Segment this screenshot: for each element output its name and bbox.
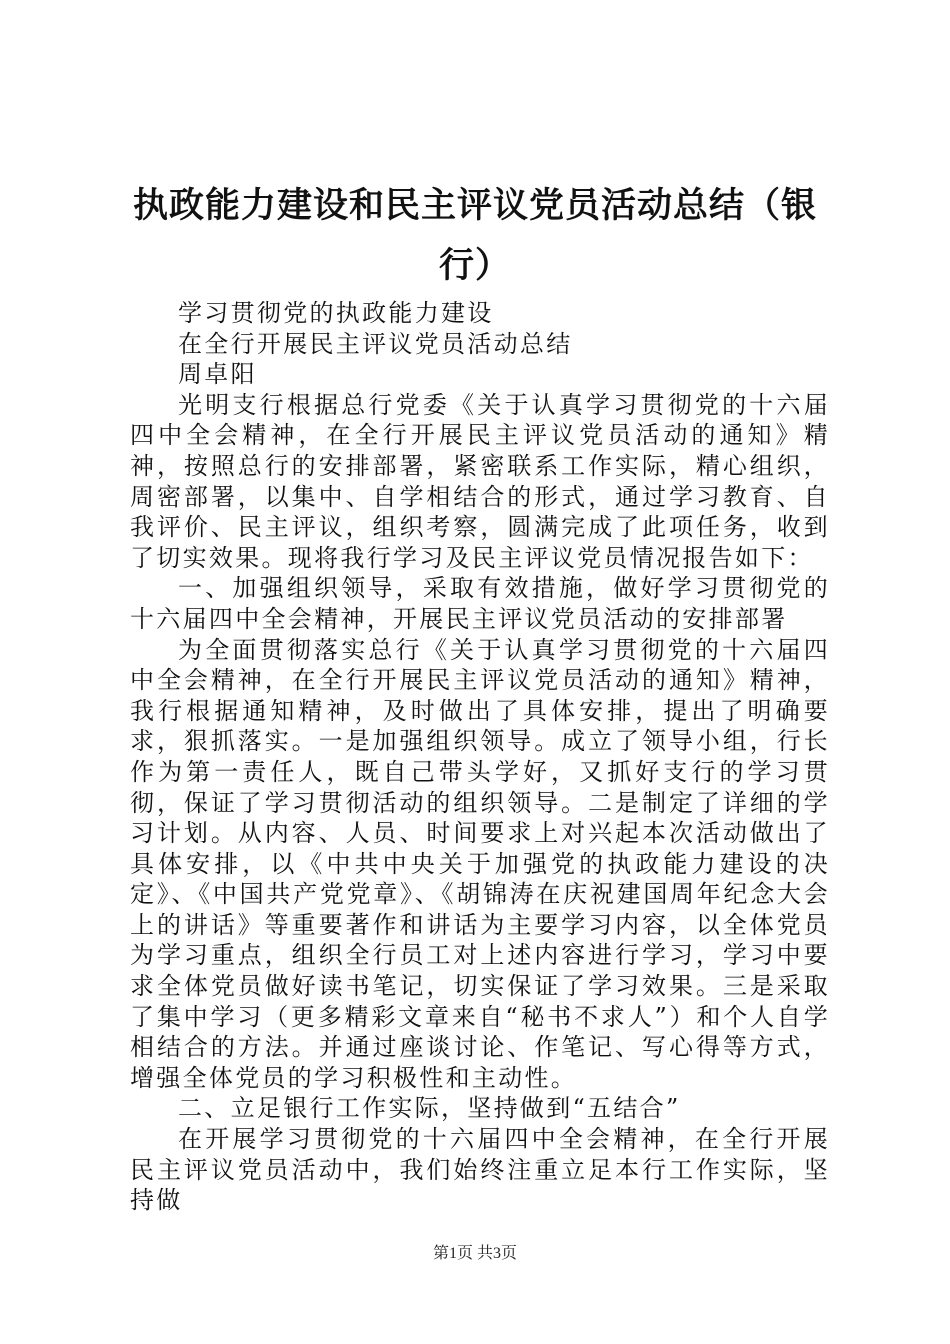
page-number-footer: 第1页 共3页	[432, 1245, 517, 1262]
section-heading-1: 一、加强组织领导，采取有效措施，做好学习贯彻党的十六届四中全会精神，开展民主评议党员活动的安排部署	[130, 574, 830, 633]
author-name: 周卓阳	[178, 360, 257, 389]
paragraph-intro: 光明支行根据总行党委《关于认真学习贯彻党的十六届四中全会精神，在全行开展民主评议党员活动的通知》精神，按照总行的安排部署，紧密联系工作实际，精心组织，周密部署，以集中、自学相结合的形式，通过学习教育、自我评价、民主评议，组织考察，圆满完成了此项任务，收到了切实效果。现将我行学习及民主评议党员情况报告如下：	[130, 390, 830, 572]
section-heading-2: 二、立足银行工作实际，坚持做到“五结合”	[178, 1094, 681, 1123]
subtitle-line-1: 学习贯彻党的执政能力建设	[178, 299, 494, 327]
document-title: 执政能力建设和民主评议党员活动总结（银行）	[132, 185, 817, 286]
document-body	[130, 298, 830, 1216]
subtitle-line-2: 在全行开展民主评议党员活动总结	[178, 329, 573, 358]
paragraph-section-2: 在开展学习贯彻党的十六届四中全会精神，在全行开展民主评议党员活动中，我们始终注重立足本行工作实际，坚持做	[130, 1125, 830, 1215]
paragraph-section-1: 为全面贯彻落实总行《关于认真学习贯彻党的十六届四中全会精神，在全行开展民主评议党员活动的通知》精神，我行根据通知精神，及时做出了具体安排，提出了明确要求，狠抓落实。一是加强组织领导。成立了领导小组，行长作为第一责任人，既自己带头学好，又抓好支行的学习贯彻，保证了学习贯彻活动的组织领导。二是制定了详细的学习计划。从内容、人员、时间要求上对兴起本次活动做出了具体安排，以《中共中央关于加强党的执政能力建设的决定》、《中国共产党党章》、《胡锦涛在庆祝建国周年纪念大会上的讲话》等重要著作和讲话为主要学习内容，以全体党员为学习重点，组织全行员工对上述内容进行学习，学习中要求全体党员做好读书笔记，切实保证了学习效果。三是采取了集中学习（更多精彩文章来自“秘书不求人”）和个人自学相结合的方法。并通过座谈讨论、作笔记、写心得等方式，增强全体党员的学习积极性和主动性。	[130, 635, 830, 1092]
